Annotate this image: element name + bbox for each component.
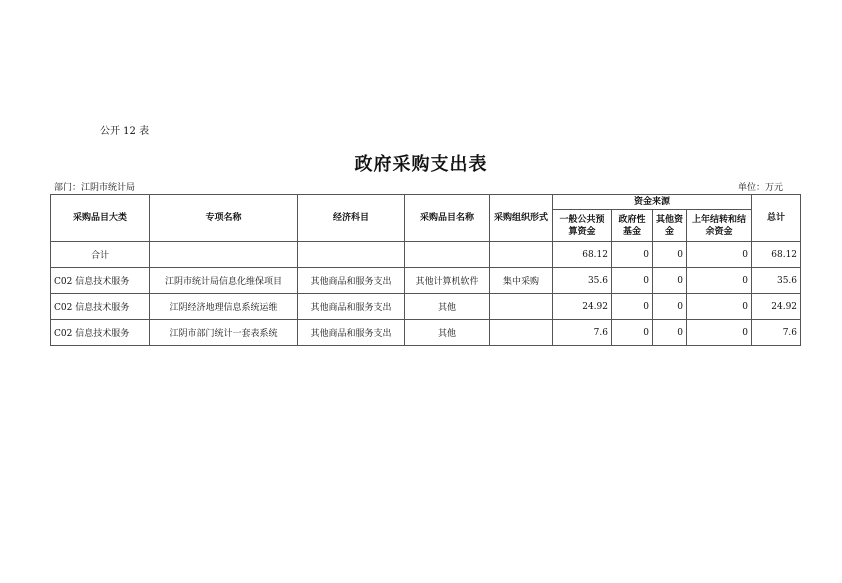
cell-carryover: 0 — [687, 242, 752, 268]
cell-total: 24.92 — [752, 294, 801, 320]
header-category: 采购品目大类 — [51, 195, 150, 242]
cell-form — [490, 320, 553, 346]
cell-label: 合计 — [51, 242, 150, 268]
table-row-total — [51, 242, 801, 268]
cell-item — [405, 242, 490, 268]
cell-form — [490, 242, 553, 268]
cell-govfund: 0 — [612, 320, 653, 346]
header-project: 专项名称 — [150, 195, 298, 242]
cell-govfund: 0 — [612, 294, 653, 320]
table-row — [51, 268, 801, 294]
header-carryover: 上年结转和结余资金 — [687, 210, 752, 242]
cell-general: 35.6 — [553, 268, 612, 294]
cell-econ: 其他商品和服务支出 — [298, 294, 405, 320]
cell-category: C02 信息技术服务 — [51, 268, 150, 294]
cell-project: 江阴市部门统计一套表系统 — [150, 320, 298, 346]
header-fund-source: 资金来源 — [553, 195, 752, 210]
header-total: 总计 — [752, 195, 801, 242]
cell-category: C02 信息技术服务 — [51, 320, 150, 346]
cell-item: 其他 — [405, 320, 490, 346]
header-general: 一般公共预算资金 — [553, 210, 612, 242]
cell-econ — [298, 242, 405, 268]
header-econ: 经济科目 — [298, 195, 405, 242]
cell-other: 0 — [653, 242, 687, 268]
header-govfund: 政府性基金 — [612, 210, 653, 242]
procurement-table — [50, 194, 801, 346]
cell-econ: 其他商品和服务支出 — [298, 268, 405, 294]
cell-carryover: 0 — [687, 320, 752, 346]
department-label: 部门：江阴市统计局 — [54, 183, 136, 193]
cell-other: 0 — [653, 320, 687, 346]
cell-category: C02 信息技术服务 — [51, 294, 150, 320]
header-form: 采购组织形式 — [490, 195, 553, 242]
cell-project: 江阴市统计局信息化维保项目 — [150, 268, 298, 294]
header-item: 采购品目名称 — [405, 195, 490, 242]
table-row — [51, 294, 801, 320]
cell-carryover: 0 — [687, 268, 752, 294]
sheet-number: 公开 12 表 — [100, 126, 150, 137]
cell-total: 68.12 — [752, 242, 801, 268]
cell-other: 0 — [653, 294, 687, 320]
cell-general: 7.6 — [553, 320, 612, 346]
cell-carryover: 0 — [687, 294, 752, 320]
cell-form: 集中采购 — [490, 268, 553, 294]
cell-general: 24.92 — [553, 294, 612, 320]
header-other: 其他资金 — [653, 210, 687, 242]
cell-econ: 其他商品和服务支出 — [298, 320, 405, 346]
cell-general: 68.12 — [553, 242, 612, 268]
cell-item: 其他 — [405, 294, 490, 320]
cell-govfund: 0 — [612, 242, 653, 268]
cell-project — [150, 242, 298, 268]
cell-other: 0 — [653, 268, 687, 294]
cell-govfund: 0 — [612, 268, 653, 294]
cell-project: 江阴经济地理信息系统运维 — [150, 294, 298, 320]
page-title: 政府采购支出表 — [354, 154, 488, 175]
cell-total: 35.6 — [752, 268, 801, 294]
cell-form — [490, 294, 553, 320]
unit-label: 单位：万元 — [737, 183, 783, 193]
cell-total: 7.6 — [752, 320, 801, 346]
table-row — [51, 320, 801, 346]
cell-item: 其他计算机软件 — [405, 268, 490, 294]
